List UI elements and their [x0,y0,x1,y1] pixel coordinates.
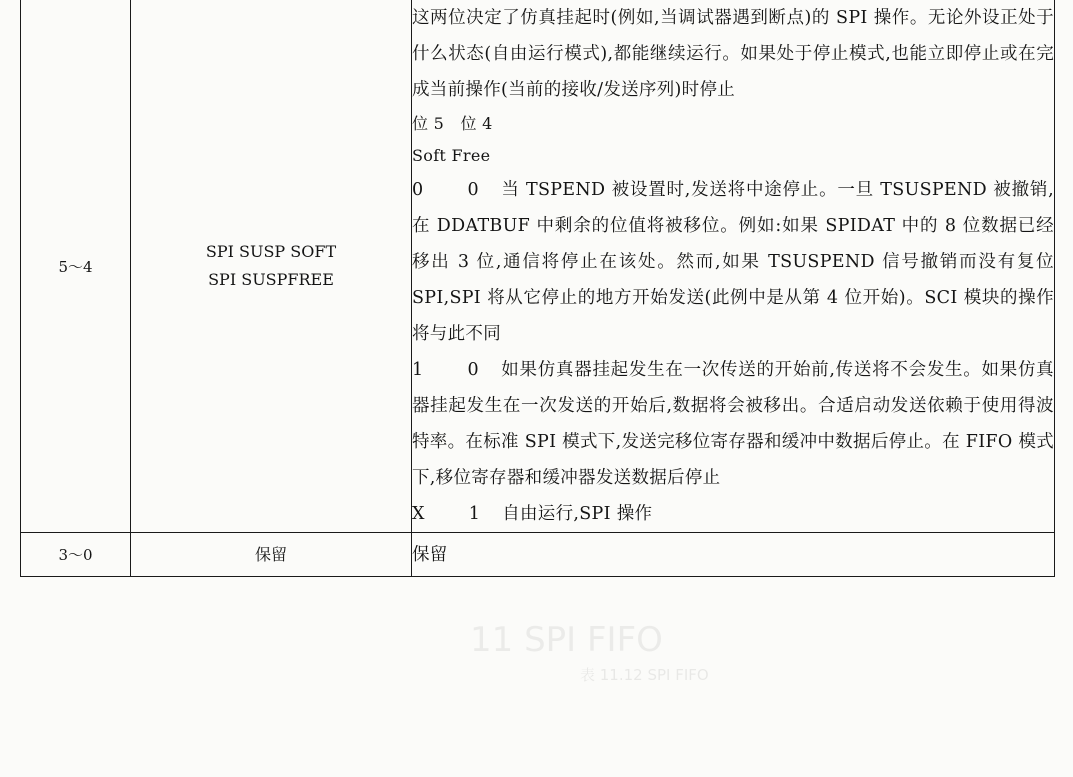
bit-range: 5～4 [58,257,93,276]
bit-header: 位 5 位 4 [412,114,493,133]
case-x1-soft: X [412,504,425,524]
case-10-text: 如果仿真器挂起发生在一次传送的开始前,传送将不会发生。如果仿真器挂起发生在一次发送的开始后,数据将会被移出。合适启动发送依赖于使用得波特率。在标准 SPI 模式下,发送完移位寄存器和缓冲中数据后停止。在 FIFO 模式下,移位寄存器和缓冲器发送数据后停止 [412,360,1054,488]
case-00 [412,172,1054,352]
table-row [21,0,1055,533]
register-bit-table [20,0,1055,577]
description-cell [412,0,1055,533]
description-intro: 这两位决定了仿真挂起时(例如,当调试器遇到断点)的 SPI 操作。无论外设正处于什么状态(自由运行模式),都能继续运行。如果处于停止模式,也能立即停止或在完成当前操作(当前的接收/发送序列)时停止 [412,8,1054,100]
field-name-line-1: SPI SUSP SOFT [205,242,337,261]
case-00-free: 0 [467,180,479,200]
field-name-line-2: SPI SUSPFREE [208,270,334,289]
bleed-through-heading: 11 SPI FIFO [470,620,663,660]
description-text: 保留 [412,544,448,565]
case-00-text: 当 TSPEND 被设置时,发送将中途停止。一旦 TSUSPEND 被撤销,在 DDATBUF 中剩余的位值将被移位。例如:如果 SPIDAT 中的 8 位数据已经移出 3 位,通信将停止在该处。然而,如果 TSUSPEND 信号撤销而没有复位 SPI,SPI 将从它停止的地方开始发送(此例中是从第 4 位开始)。SCI 模块的操作将与此不同 [412,180,1054,344]
table-row [21,533,1055,577]
bit-range-cell [21,533,131,577]
case-10-soft: 1 [412,360,424,380]
bit-range: 3～0 [58,546,93,564]
case-10 [412,352,1054,496]
bit-names: Soft Free [412,146,491,165]
case-x1 [412,496,1054,532]
field-name-cell [131,533,412,577]
field-name: 保留 [254,544,287,564]
case-x1-text: 自由运行,SPI 操作 [502,504,653,524]
case-x1-free: 1 [468,504,481,524]
case-10-free: 0 [467,360,479,380]
description-cell [412,533,1055,577]
field-name-cell [131,0,412,533]
case-00-soft: 0 [412,180,424,200]
bit-range-cell [21,0,131,533]
bleed-through-caption: 表 11.12 SPI FIFO [580,666,709,684]
